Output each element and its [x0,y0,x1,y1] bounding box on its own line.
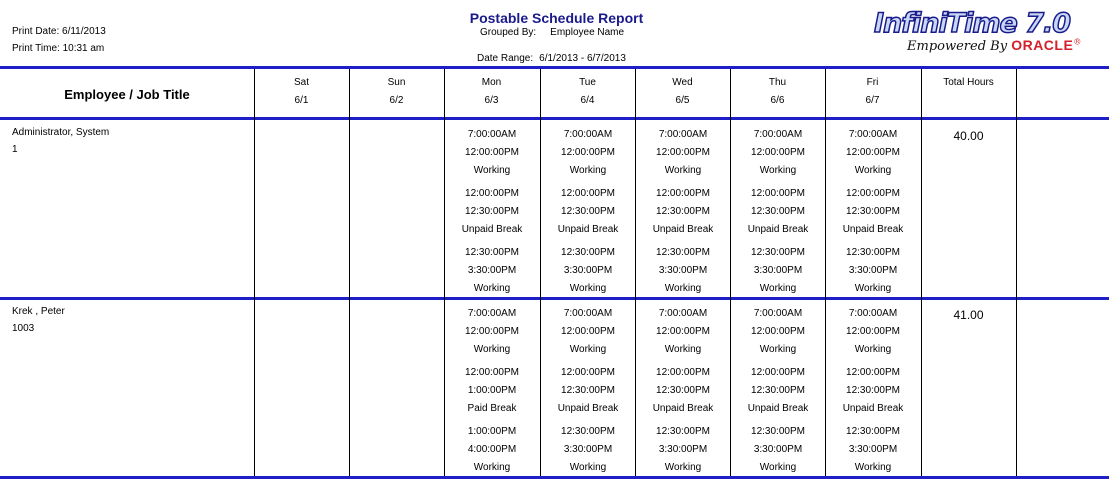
shift-status: Working [569,344,607,355]
logo-tagline [907,37,1081,54]
shift-status: Working [664,165,702,176]
shift-start-time: 7:00:00AM [848,129,898,140]
shift-status: Unpaid Break [461,224,523,235]
shift-start-time: 12:30:00PM [846,426,900,437]
shift-status: Working [759,344,797,355]
shift-start-time: 12:00:00PM [465,367,519,378]
shift-start-time: 12:30:00PM [561,247,615,258]
shift-start-time: 12:00:00PM [846,188,900,199]
shift-end-time: 12:30:00PM [751,385,805,396]
shift-status: Working [569,165,607,176]
day-date-2: 6/3 [484,95,499,106]
shift-status: Working [569,283,607,294]
shift-status: Paid Break [467,403,517,414]
day-header-2: Mon [481,77,502,88]
shift-status: Working [854,462,892,473]
employee-id: 1 [12,144,18,155]
shift-end-time: 3:30:00PM [848,444,898,455]
shift-end-time: 3:30:00PM [753,444,803,455]
shift-status: Working [473,462,511,473]
shift-end-time: 3:30:00PM [658,444,708,455]
date-range-label: Date Range: [477,53,534,64]
shift-status: Working [473,283,511,294]
day-header-5: Thu [768,77,787,88]
shift-status: Unpaid Break [652,224,714,235]
shift-end-time: 12:00:00PM [846,147,900,158]
day-header-4: Wed [672,77,693,88]
shift-end-time: 12:00:00PM [656,147,710,158]
shift-end-time: 12:00:00PM [751,326,805,337]
infinitime-logo [870,8,1110,58]
shift-start-time: 12:00:00PM [465,188,519,199]
shift-start-time: 7:00:00AM [658,129,708,140]
shift-status: Working [854,283,892,294]
total-hours-value: 40.00 [953,129,984,143]
shift-status: Working [759,462,797,473]
day-header-3: Tue [579,77,596,88]
employee-id: 1003 [12,323,35,334]
shift-end-time: 12:00:00PM [656,326,710,337]
shift-start-time: 7:00:00AM [563,129,613,140]
registered-mark: ® [1073,37,1082,47]
shift-status: Working [569,462,607,473]
shift-status: Working [664,283,702,294]
shift-start-time: 12:30:00PM [846,247,900,258]
shift-start-time: 7:00:00AM [848,308,898,319]
grouped-by-label: Grouped By: [480,27,537,38]
shift-end-time: 12:00:00PM [846,326,900,337]
shift-start-time: 12:00:00PM [561,188,615,199]
shift-status: Working [854,165,892,176]
shift-start-time: 12:00:00PM [656,188,710,199]
shift-start-time: 1:00:00PM [467,426,517,437]
shift-start-time: 7:00:00AM [753,129,803,140]
shift-end-time: 3:30:00PM [848,265,898,276]
shift-end-time: 12:30:00PM [561,206,615,217]
shift-status: Working [759,283,797,294]
report-title: Postable Schedule Report [469,10,644,26]
date-range-value: 6/1/2013 - 6/7/2013 [539,53,626,64]
logo-sub-text: Empowered By [907,39,1008,54]
shift-end-time: 12:30:00PM [846,385,900,396]
shift-end-time: 3:30:00PM [563,444,613,455]
shift-start-time: 12:30:00PM [751,247,805,258]
shift-status: Working [664,462,702,473]
shift-start-time: 7:00:00AM [467,308,517,319]
shift-status: Unpaid Break [557,403,619,414]
day-date-5: 6/6 [770,95,785,106]
column-divider-1 [349,69,350,476]
day-header-0: Sat [293,77,309,88]
table-rule-0 [0,66,1109,69]
shift-start-time: 12:00:00PM [561,367,615,378]
shift-end-time: 12:30:00PM [846,206,900,217]
day-date-0: 6/1 [294,95,309,106]
shift-status: Working [854,344,892,355]
shift-start-time: 7:00:00AM [753,308,803,319]
day-header-6: Fri [866,77,879,88]
oracle-brand: ORACLE [1011,37,1074,53]
shift-end-time: 12:00:00PM [561,326,615,337]
shift-end-time: 12:00:00PM [561,147,615,158]
shift-end-time: 3:30:00PM [753,265,803,276]
shift-end-time: 12:00:00PM [751,147,805,158]
shift-status: Unpaid Break [747,224,809,235]
day-header-1: Sun [387,77,406,88]
shift-start-time: 12:00:00PM [656,367,710,378]
day-date-4: 6/5 [675,95,690,106]
employee-name: Krek , Peter [12,306,65,317]
shift-start-time: 12:30:00PM [465,247,519,258]
shift-end-time: 3:30:00PM [658,265,708,276]
employee-name: Administrator, System [12,127,110,138]
grouped-by [480,27,624,38]
shift-status: Working [759,165,797,176]
shift-end-time: 12:30:00PM [561,385,615,396]
total-hours-value: 41.00 [953,308,984,322]
shift-start-time: 12:30:00PM [561,426,615,437]
shift-end-time: 12:30:00PM [751,206,805,217]
print-date: Print Date: 6/11/2013 [12,26,106,37]
shift-start-time: 12:30:00PM [751,426,805,437]
shift-start-time: 12:00:00PM [751,188,805,199]
shift-status: Unpaid Break [652,403,714,414]
shift-start-time: 12:00:00PM [846,367,900,378]
shift-end-time: 12:30:00PM [465,206,519,217]
shift-status: Unpaid Break [747,403,809,414]
column-divider-0 [254,69,255,476]
shift-start-time: 7:00:00AM [467,129,517,140]
shift-start-time: 12:00:00PM [751,367,805,378]
shift-end-time: 12:00:00PM [465,326,519,337]
grouped-by-value: Employee Name [550,27,625,38]
day-date-6: 6/7 [865,95,880,106]
day-date-1: 6/2 [389,95,404,106]
shift-end-time: 12:00:00PM [465,147,519,158]
print-time: Print Time: 10:31 am [12,43,105,54]
column-divider-8 [1016,69,1017,476]
logo-text: InfiniTime 7.0 [874,8,1071,39]
day-date-3: 6/4 [580,95,595,106]
employee-column-header: Employee / Job Title [64,87,190,102]
shift-start-time: 7:00:00AM [563,308,613,319]
shift-start-time: 12:30:00PM [656,426,710,437]
total-hours-header: Total Hours [943,77,994,88]
shift-end-time: 12:30:00PM [656,206,710,217]
shift-start-time: 7:00:00AM [658,308,708,319]
shift-status: Unpaid Break [842,224,904,235]
shift-end-time: 3:30:00PM [467,265,517,276]
shift-status: Working [473,344,511,355]
date-range [477,53,626,64]
shift-end-time: 1:00:00PM [467,385,517,396]
shift-status: Unpaid Break [842,403,904,414]
shift-end-time: 3:30:00PM [563,265,613,276]
shift-status: Unpaid Break [557,224,619,235]
shift-end-time: 4:00:00PM [467,444,517,455]
shift-end-time: 12:30:00PM [656,385,710,396]
table-rule-1 [0,117,1109,120]
shift-status: Working [473,165,511,176]
shift-status: Working [664,344,702,355]
shift-start-time: 12:30:00PM [656,247,710,258]
